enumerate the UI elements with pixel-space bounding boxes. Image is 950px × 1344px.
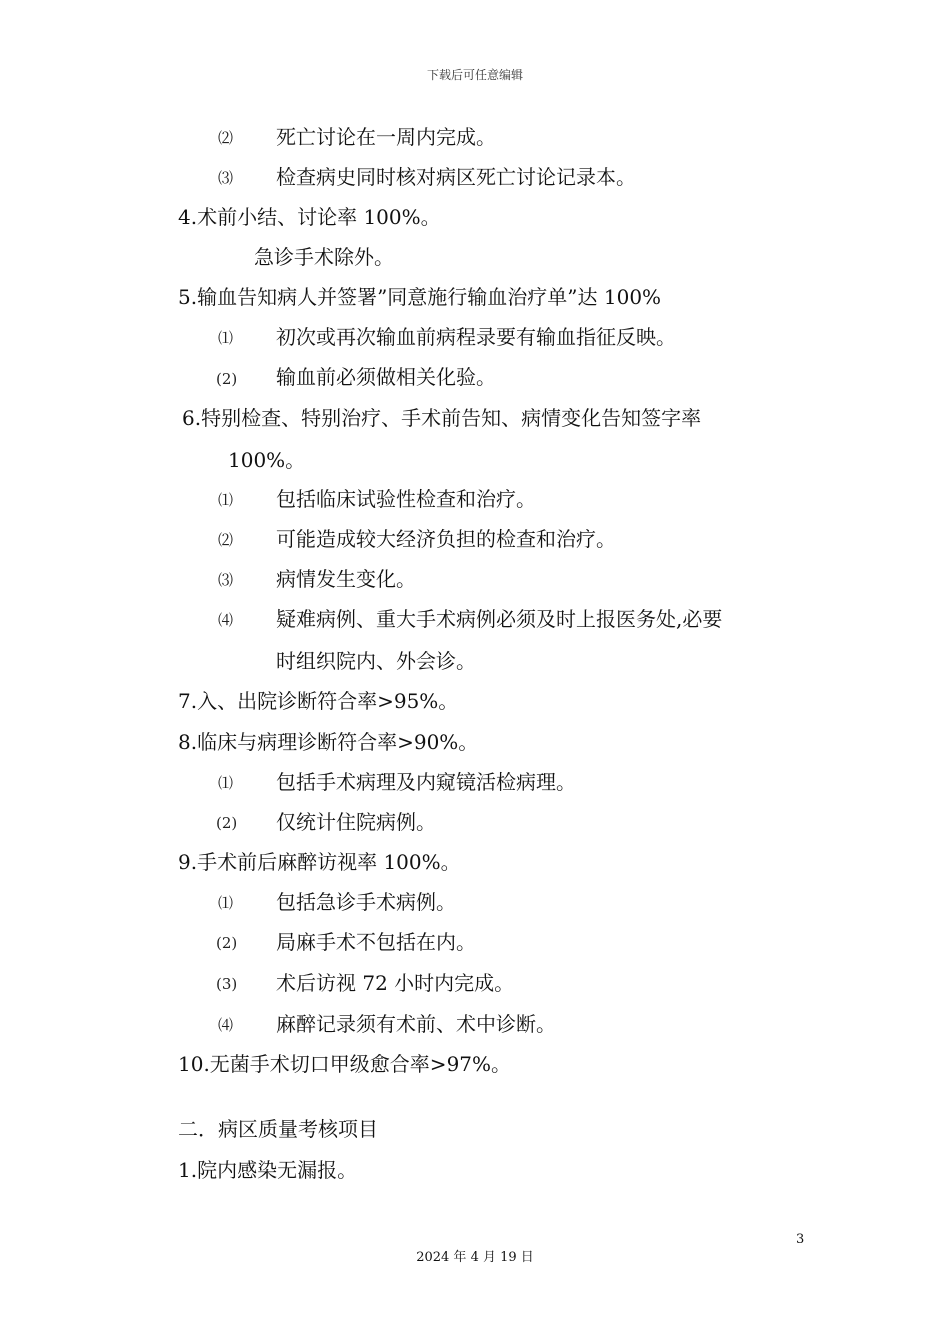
item-text: 10.无菌手术切口甲级愈合率>97%。 <box>178 1052 512 1076</box>
item-number: (2) <box>216 814 238 832</box>
item-number: (2) <box>216 370 238 388</box>
item-text: 1.院内感染无漏报。 <box>178 1158 358 1182</box>
item-text: 可能造成较大经济负担的检查和治疗。 <box>276 527 616 551</box>
item-text: 时组织院内、外会诊。 <box>276 649 476 673</box>
item-text: 包括临床试验性检查和治疗。 <box>276 487 536 511</box>
item-text: 5.输血告知病人并签署”同意施行输血治疗单”达 100% <box>178 285 662 309</box>
item-number: ⑵ <box>218 531 234 549</box>
page-footer-date: 2024 年 4 月 19 日 <box>416 1250 534 1265</box>
item-text: 麻醉记录须有术前、术中诊断。 <box>276 1012 556 1036</box>
item-text: 6.特别检查、特别治疗、手术前告知、病情变化告知签字率 <box>182 406 702 430</box>
item-number: ⑴ <box>218 894 234 912</box>
item-text: 4.术前小结、讨论率 100%。 <box>178 205 441 229</box>
item-text: 疑难病例、重大手术病例必须及时上报医务处,必要 <box>276 607 723 631</box>
item-text: 仅统计住院病例。 <box>276 810 436 834</box>
item-text: 9.手术前后麻醉访视率 100%。 <box>178 850 461 874</box>
page-number: 3 <box>796 1232 805 1247</box>
item-number: (2) <box>216 934 238 952</box>
item-number: ⑶ <box>218 169 234 187</box>
item-number: ⑵ <box>218 129 234 147</box>
item-number: ⑷ <box>218 1016 234 1034</box>
item-number: (3) <box>216 975 238 993</box>
item-number: ⑴ <box>218 491 234 509</box>
item-text: 检查病史同时核对病区死亡讨论记录本。 <box>276 165 636 189</box>
item-text: 初次或再次输血前病程录要有输血指征反映。 <box>276 325 676 349</box>
item-text: 100%。 <box>228 448 306 472</box>
item-text: 急诊手术除外。 <box>254 245 394 269</box>
item-text: 术后访视 72 小时内完成。 <box>276 971 515 995</box>
item-number: ⑴ <box>218 329 234 347</box>
page-header: 下载后可任意编辑 <box>426 68 523 82</box>
item-text: 输血前必须做相关化验。 <box>276 365 496 389</box>
item-number: ⑴ <box>218 774 234 792</box>
item-text: 8.临床与病理诊断符合率>90%。 <box>178 730 479 754</box>
item-text: 病情发生变化。 <box>276 567 416 591</box>
item-text: 包括手术病理及内窥镜活检病理。 <box>276 770 576 794</box>
item-text: 7.入、出院诊断符合率>95%。 <box>178 689 459 713</box>
item-text: 死亡讨论在一周内完成。 <box>276 125 496 149</box>
section-heading: 二．病区质量考核项目 <box>178 1117 378 1141</box>
item-number: ⑷ <box>218 611 234 629</box>
item-text: 包括急诊手术病例。 <box>276 890 456 914</box>
item-text: 局麻手术不包括在内。 <box>276 930 476 954</box>
item-number: ⑶ <box>218 571 234 589</box>
